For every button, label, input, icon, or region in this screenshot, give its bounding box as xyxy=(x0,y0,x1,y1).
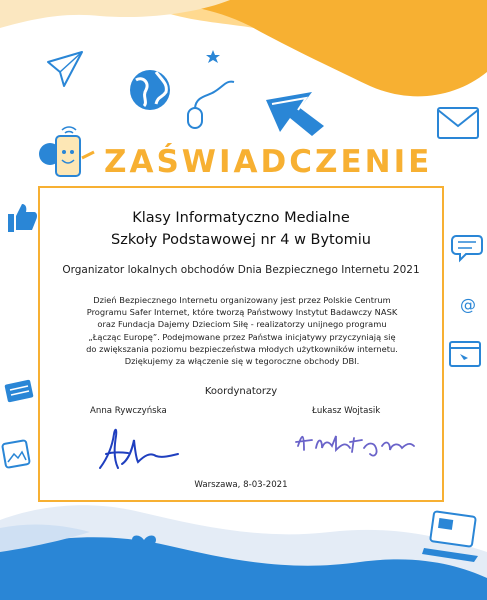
paper-plane-icon xyxy=(48,52,82,86)
mascot-phone-icon xyxy=(39,136,94,176)
recipient-line-1: Klasy Informatyczno Medialne xyxy=(132,210,350,226)
coordinator-right-name: Łukasz Wojtasik xyxy=(312,406,381,416)
certificate-title: ZAŚWIADCZENIE xyxy=(104,144,433,180)
body-line: Dziękujemy za włączenie się w tegoroczne obchody DBI. xyxy=(124,356,360,367)
envelope-icon xyxy=(438,108,478,138)
body-line: Programu Safer Internet, które tworzą Państwowy Instytut Badawczy NASK xyxy=(86,307,398,318)
keyboard-icon xyxy=(4,379,33,402)
at-sign-icon xyxy=(460,295,476,314)
certificate-card xyxy=(38,186,444,502)
mouse-icon xyxy=(188,82,234,128)
image-icon xyxy=(2,440,30,468)
chat-bubble-icon xyxy=(452,236,482,260)
thumbs-up-icon xyxy=(8,204,37,232)
cursor-arrow-icon xyxy=(266,92,324,136)
issue-date: Warszawa, 8-03-2021 xyxy=(194,480,288,490)
star-icon xyxy=(206,50,220,63)
recipient-line-2: Szkoły Podstawowej nr 4 w Bytomiu xyxy=(111,232,371,248)
signature-left xyxy=(92,420,184,476)
certificate-body xyxy=(58,294,426,367)
signature-right xyxy=(292,424,418,464)
body-line: do zwiększania poziomu bezpieczeństwa młodych użytkowników internetu. xyxy=(86,343,398,354)
body-line: Dzień Bezpiecznego Internetu organizowany jest przez Polskie Centrum xyxy=(93,295,391,305)
svg-text:@: @ xyxy=(460,295,476,314)
wifi-icon xyxy=(62,127,76,133)
globe-icon xyxy=(130,70,170,110)
body-line: oraz Fundacja Dajemy Dzieciom Siłę - realizatorzy unijnego programu xyxy=(97,319,387,330)
organizer-role: Organizator lokalnych obchodów Dnia Bezpiecznego Internetu 2021 xyxy=(62,264,420,276)
coordinator-left-name: Anna Rywczyńska xyxy=(90,406,167,416)
browser-window-icon xyxy=(450,342,480,366)
body-line: „Łącząc Europę”. Podejmowane przez Państwa inicjatywy przyczyniają się xyxy=(88,331,396,342)
coordinators-heading: Koordynatorzy xyxy=(204,386,278,397)
